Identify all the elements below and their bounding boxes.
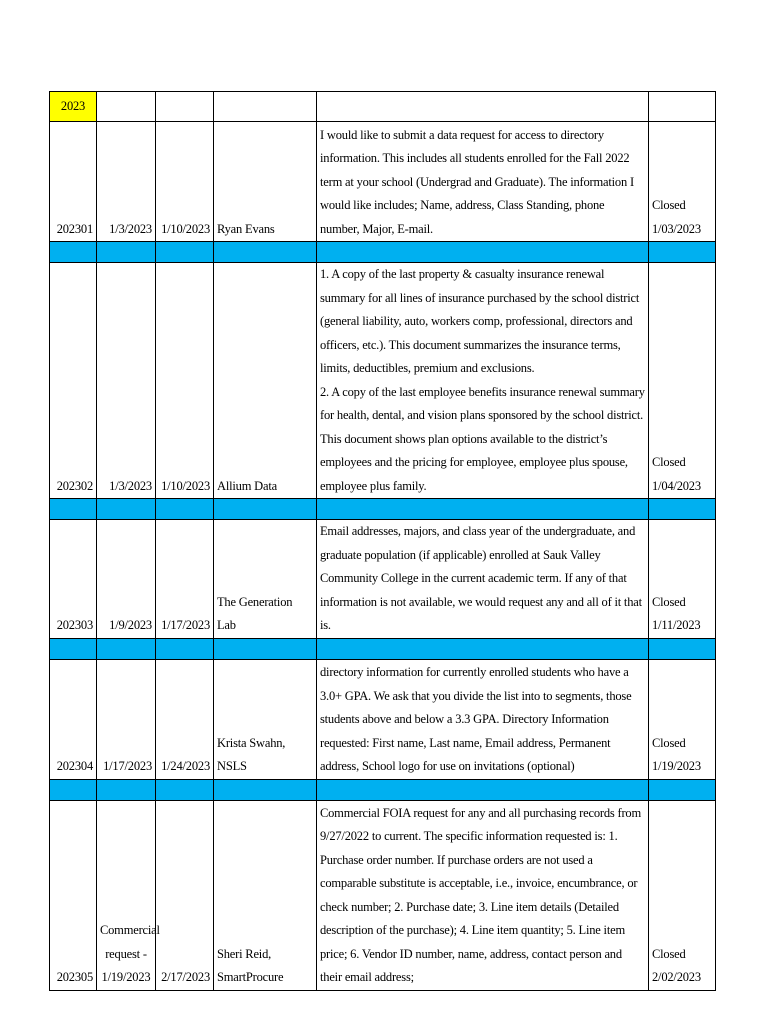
requester: Sheri Reid, SmartProcure	[214, 800, 317, 990]
empty-cell	[97, 92, 156, 122]
request-id: 202302	[50, 263, 97, 499]
received-date: 1/9/2023	[97, 520, 156, 639]
request-description: Email addresses, majors, and class year of the undergraduate, and graduate population (if applicable) enrolled at Sauk Valley Community College in the current academic term. If any of that information is not available, we would request any and all of it that is.	[317, 520, 649, 639]
request-description: Commercial FOIA request for any and all purchasing records from 9/27/2022 to current. The specific information requested is: 1. Purchase order number. If purchase orders are not used a comparable substitute is acceptable, i.e., invoice, encumbrance, or check number; 2. Purchase date; 3. Line item details (Detailed description of the purchase); 4. Line item quantity; 5. Line item price; 6. Vendor ID number, name, address, contact person and their email address;	[317, 800, 649, 990]
year-cell: 2023	[50, 92, 97, 122]
due-date: 1/17/2023	[156, 520, 214, 639]
status-cell	[649, 800, 716, 990]
received-date: Commercial request - 1/19/2023	[97, 800, 156, 990]
closed-date: 1/03/2023	[652, 221, 701, 236]
request-id: 202303	[50, 520, 97, 639]
closed-date: 1/19/2023	[652, 759, 701, 773]
status-cell	[649, 263, 716, 499]
separator-row	[50, 499, 716, 520]
due-date: 2/17/2023	[156, 800, 214, 990]
foia-log-table	[49, 91, 716, 991]
status-text: Closed	[652, 735, 686, 750]
request-description-cell	[317, 263, 649, 499]
status-cell	[649, 122, 716, 242]
request-description-part2: 2. A copy of the last employee benefits insurance renewal summary for health, dental, and vision plans sponsored by the school district. This document shows plan options available to the district’s employees and the pricing for employee, employee plus spouse, employee plus family.	[320, 384, 645, 493]
requester: The Generation Lab	[214, 520, 317, 639]
table-row	[50, 800, 716, 990]
requester: Allium Data	[214, 263, 317, 499]
table-row	[50, 520, 716, 639]
table-row	[50, 263, 716, 499]
status-cell	[649, 520, 716, 639]
status-text: Closed	[652, 946, 686, 961]
request-description: 1. A copy of the last property & casualty insurance renewal summary for all lines of insurance purchased by the school district (general liability, auto, workers comp, professional, directors and officers, etc.). This document summarizes the insurance terms, limits, deductibles, premium and exclusions.	[320, 267, 640, 375]
separator-row	[50, 242, 716, 263]
request-id: 202305	[50, 800, 97, 990]
empty-cell	[214, 92, 317, 122]
empty-cell	[649, 92, 716, 122]
due-date: 1/10/2023	[156, 122, 214, 242]
status-text: Closed	[652, 594, 686, 609]
table-row	[50, 122, 716, 242]
year-header-row	[50, 92, 716, 122]
request-id: 202304	[50, 659, 97, 779]
status-text: Closed	[652, 198, 686, 212]
requester: Ryan Evans	[214, 122, 317, 242]
empty-cell	[317, 92, 649, 122]
received-date: 1/17/2023	[97, 659, 156, 779]
request-id: 202301	[50, 122, 97, 242]
status-cell	[649, 659, 716, 779]
closed-date: 2/02/2023	[652, 970, 701, 984]
status-text: Closed	[652, 455, 686, 469]
request-description: directory information for currently enrolled students who have a 3.0+ GPA. We ask that you divide the list into to segments, those students above and below a 3.3 GPA. Directory Information requested: First name, Last name, Email address, Permanent address, School logo for use on invitations (optional)	[317, 659, 649, 779]
request-description: I would like to submit a data request for access to directory information. This includes all students enrolled for the Fall 2022 term at your school (Undergrad and Graduate). The information I would like includes; Name, address, Class Standing, phone number, Major, E-mail.	[317, 122, 649, 242]
table-row	[50, 659, 716, 779]
empty-cell	[156, 92, 214, 122]
closed-date: 1/11/2023	[652, 618, 701, 632]
received-date: 1/3/2023	[97, 122, 156, 242]
received-date: 1/3/2023	[97, 263, 156, 499]
closed-date: 1/04/2023	[652, 478, 701, 493]
separator-row	[50, 638, 716, 659]
requester: Krista Swahn, NSLS	[214, 659, 317, 779]
separator-row	[50, 779, 716, 800]
due-date: 1/24/2023	[156, 659, 214, 779]
due-date: 1/10/2023	[156, 263, 214, 499]
